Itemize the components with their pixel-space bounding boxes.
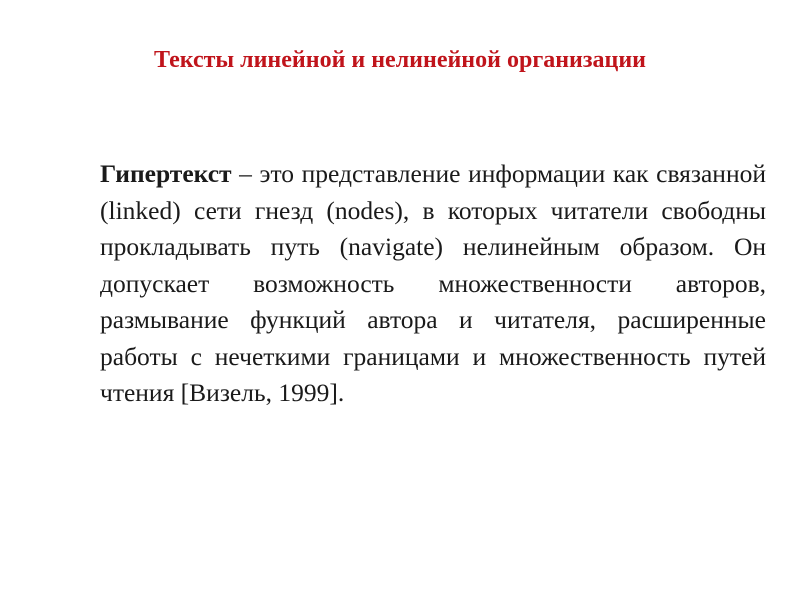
hypertext-term: Гипертекст [100,159,232,188]
definition-text: – это представление информации как связанной (linked) сети гнезд (nodes), в которых читатели свободны прокладывать путь (navigate) нелинейным образом. Он допускает возможность множественности авторов, размывание функций автора и читателя, расширенные работы с нечеткими границами и множественность путей чтения [Визель, 1999]. [100,159,766,407]
slide-title: Тексты линейной и нелинейной организации [153,47,646,73]
definition-paragraph [100,156,766,412]
